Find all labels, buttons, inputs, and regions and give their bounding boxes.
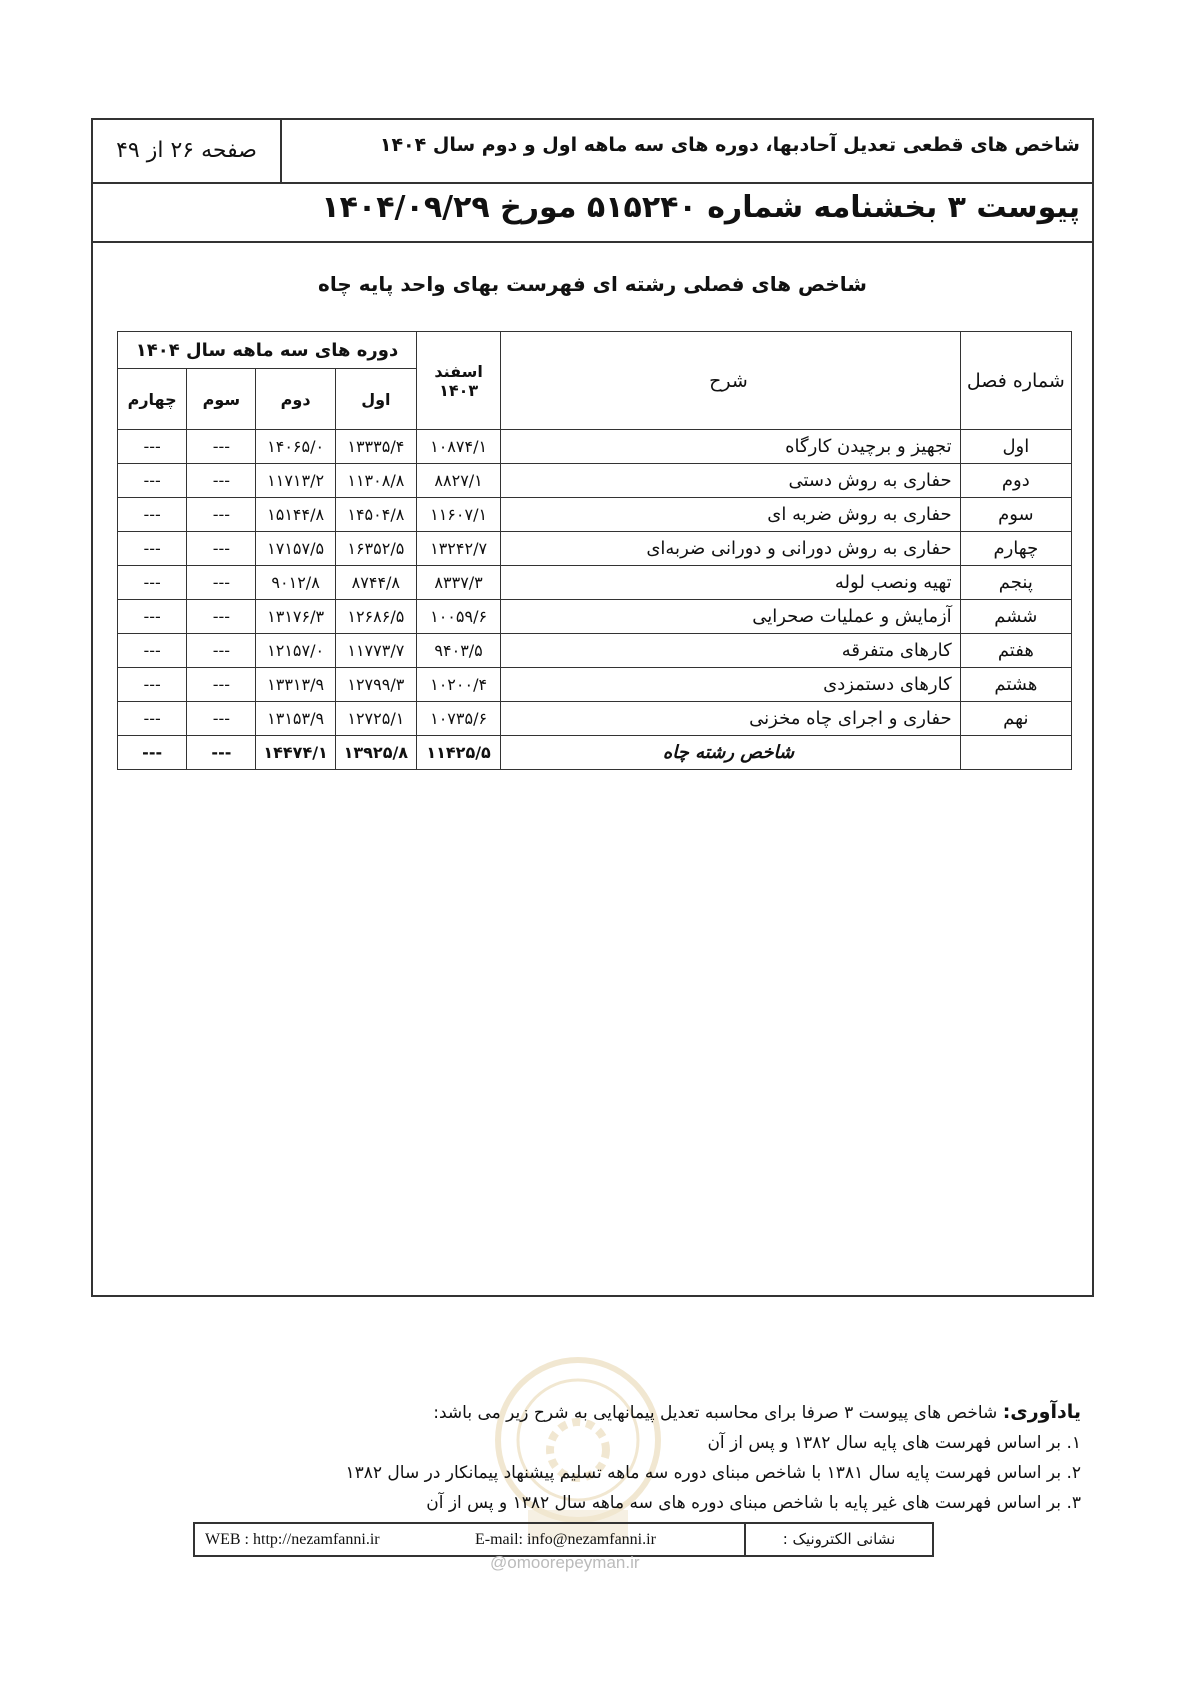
col-q4-header: چهارم — [118, 369, 187, 430]
reminder-label: یادآوری: — [1002, 1401, 1081, 1423]
index-table — [117, 331, 1072, 770]
cell-q3: --- — [187, 464, 256, 498]
cell-q3: --- — [187, 634, 256, 668]
cell-desc: آزمایش و عملیات صحرایی — [501, 600, 960, 634]
cell-q1: ۱۱۳۰۸/۸ — [335, 464, 416, 498]
cell-chapter: دوم — [960, 464, 1071, 498]
page-frame — [91, 118, 1094, 1297]
cell-desc: حفاری به روش ضربه ای — [501, 498, 960, 532]
cell-chapter: هفتم — [960, 634, 1071, 668]
col-chapter-header: شماره فصل — [960, 332, 1071, 430]
cell-esfand: ۹۴۰۳/۵ — [416, 634, 500, 668]
table-row — [118, 532, 1072, 566]
cell-q3: --- — [187, 430, 256, 464]
cell-q4: --- — [118, 430, 187, 464]
cell-q2: ۱۷۱۵۷/۵ — [256, 532, 335, 566]
page-number: صفحه ۲۶ از ۴۹ — [93, 120, 282, 182]
cell-total-q3: --- — [187, 736, 256, 770]
cell-q2: ۱۵۱۴۴/۸ — [256, 498, 335, 532]
cell-q4: --- — [118, 600, 187, 634]
total-row — [118, 736, 1072, 770]
cell-q2: ۹۰۱۲/۸ — [256, 566, 335, 600]
reminder-block — [181, 1397, 1081, 1518]
table-row — [118, 464, 1072, 498]
cell-q4: --- — [118, 702, 187, 736]
col-q3-header: سوم — [187, 369, 256, 430]
cell-chapter: اول — [960, 430, 1071, 464]
cell-esfand: ۱۰۲۰۰/۴ — [416, 668, 500, 702]
table-row — [118, 668, 1072, 702]
cell-chapter: ششم — [960, 600, 1071, 634]
cell-esfand: ۸۳۳۷/۳ — [416, 566, 500, 600]
cell-desc: حفاری به روش دستی — [501, 464, 960, 498]
cell-q4: --- — [118, 566, 187, 600]
cell-q4: --- — [118, 498, 187, 532]
table-row — [118, 600, 1072, 634]
cell-desc: حفاری و اجرای چاه مخزنی — [501, 702, 960, 736]
cell-q3: --- — [187, 532, 256, 566]
reminder-item: ۳. بر اساس فهرست های غیر پایه با شاخص مبنای دوره های سه ماهه سال ۱۳۸۲ و پس از آن — [426, 1493, 1081, 1513]
cell-desc: کارهای متفرقه — [501, 634, 960, 668]
cell-chapter: نهم — [960, 702, 1071, 736]
cell-desc: تهیه ونصب لوله — [501, 566, 960, 600]
col-group-header: دوره های سه ماهه سال ۱۴۰۴ — [118, 332, 417, 369]
cell-q4: --- — [118, 532, 187, 566]
cell-q1: ۱۲۷۲۵/۱ — [335, 702, 416, 736]
cell-q2: ۱۴۰۶۵/۰ — [256, 430, 335, 464]
cell-chapter: پنجم — [960, 566, 1071, 600]
header-row — [93, 120, 1092, 184]
circular-title: پیوست ۳ بخشنامه شماره ۵۱۵۲۴۰ مورخ ۱۴۰۴/۰۹/۲۹ — [321, 190, 1080, 225]
cell-q1: ۸۷۴۴/۸ — [335, 566, 416, 600]
cell-q3: --- — [187, 600, 256, 634]
table-subtitle: شاخص های فصلی رشته ای فهرست بهای واحد پایه چاه — [318, 272, 867, 296]
cell-q4: --- — [118, 634, 187, 668]
col-q2-header: دوم — [256, 369, 335, 430]
cell-desc: کارهای دستمزدی — [501, 668, 960, 702]
cell-q2: ۱۱۷۱۳/۲ — [256, 464, 335, 498]
cell-total-desc: شاخص رشته چاه — [501, 736, 960, 770]
cell-q2: ۱۲۱۵۷/۰ — [256, 634, 335, 668]
address-label: نشانی الکترونیک : — [744, 1524, 932, 1555]
cell-total-q2: ۱۴۴۷۴/۱ — [256, 736, 335, 770]
cell-q3: --- — [187, 702, 256, 736]
cell-q2: ۱۳۳۱۳/۹ — [256, 668, 335, 702]
cell-q2: ۱۳۱۷۶/۳ — [256, 600, 335, 634]
table-row — [118, 430, 1072, 464]
cell-q1: ۱۶۳۵۲/۵ — [335, 532, 416, 566]
cell-desc: حفاری به روش دورانی و دورانی ضربه‌ای — [501, 532, 960, 566]
cell-chapter: چهارم — [960, 532, 1071, 566]
cell-q4: --- — [118, 668, 187, 702]
cell-chapter: هشتم — [960, 668, 1071, 702]
cell-q3: --- — [187, 498, 256, 532]
cell-q1: ۱۲۶۸۶/۵ — [335, 600, 416, 634]
cell-q3: --- — [187, 668, 256, 702]
col-q1-header: اول — [335, 369, 416, 430]
cell-esfand: ۱۱۶۰۷/۱ — [416, 498, 500, 532]
table-row — [118, 634, 1072, 668]
reminder-intro: شاخص های پیوست ۳ صرفا برای محاسبه تعدیل پیمانهایی به شرح زیر می باشد: — [433, 1403, 998, 1423]
website-link[interactable]: WEB : http://nezamfanni.ir — [205, 1531, 380, 1548]
email-link[interactable]: E-mail: info@nezamfanni.ir — [475, 1531, 656, 1548]
cell-esfand: ۸۸۲۷/۱ — [416, 464, 500, 498]
table-row — [118, 498, 1072, 532]
cell-chapter: سوم — [960, 498, 1071, 532]
contact-footer — [193, 1522, 934, 1557]
col-desc-header: شرح — [501, 332, 960, 430]
cell-q4: --- — [118, 464, 187, 498]
reminder-item: ۲. بر اساس فهرست پایه سال ۱۳۸۱ با شاخص مبنای دوره سه ماهه تسلیم پیشنهاد پیمانکار در سال ۱۳۸۲ — [345, 1463, 1081, 1483]
circular-row — [93, 182, 1092, 243]
cell-q1: ۱۳۳۳۵/۴ — [335, 430, 416, 464]
cell-esfand: ۱۰۸۷۴/۱ — [416, 430, 500, 464]
cell-total-esfand: ۱۱۴۲۵/۵ — [416, 736, 500, 770]
cell-q3: --- — [187, 566, 256, 600]
cell-total-q4: --- — [118, 736, 187, 770]
cell-q2: ۱۳۱۵۳/۹ — [256, 702, 335, 736]
cell-q1: ۱۱۷۷۳/۷ — [335, 634, 416, 668]
cell-chapter-empty — [960, 736, 1071, 770]
col-esfand-header: اسفند ۱۴۰۳ — [416, 332, 500, 430]
cell-total-q1: ۱۳۹۲۵/۸ — [335, 736, 416, 770]
cell-q1: ۱۲۷۹۹/۳ — [335, 668, 416, 702]
cell-q1: ۱۴۵۰۴/۸ — [335, 498, 416, 532]
cell-esfand: ۱۳۲۴۲/۷ — [416, 532, 500, 566]
table-row — [118, 566, 1072, 600]
table-row — [118, 702, 1072, 736]
cell-esfand: ۱۰۷۳۵/۶ — [416, 702, 500, 736]
watermark-text: @omoorepeyman.ir — [490, 1553, 640, 1572]
cell-esfand: ۱۰۰۵۹/۶ — [416, 600, 500, 634]
document-title: شاخص های قطعی تعدیل آحادبها، دوره های سه ماهه اول و دوم سال ۱۴۰۴ — [379, 134, 1080, 156]
reminder-item: ۱. بر اساس فهرست های پایه سال ۱۳۸۲ و پس از آن — [707, 1433, 1081, 1453]
cell-desc: تجهیز و برچیدن کارگاه — [501, 430, 960, 464]
